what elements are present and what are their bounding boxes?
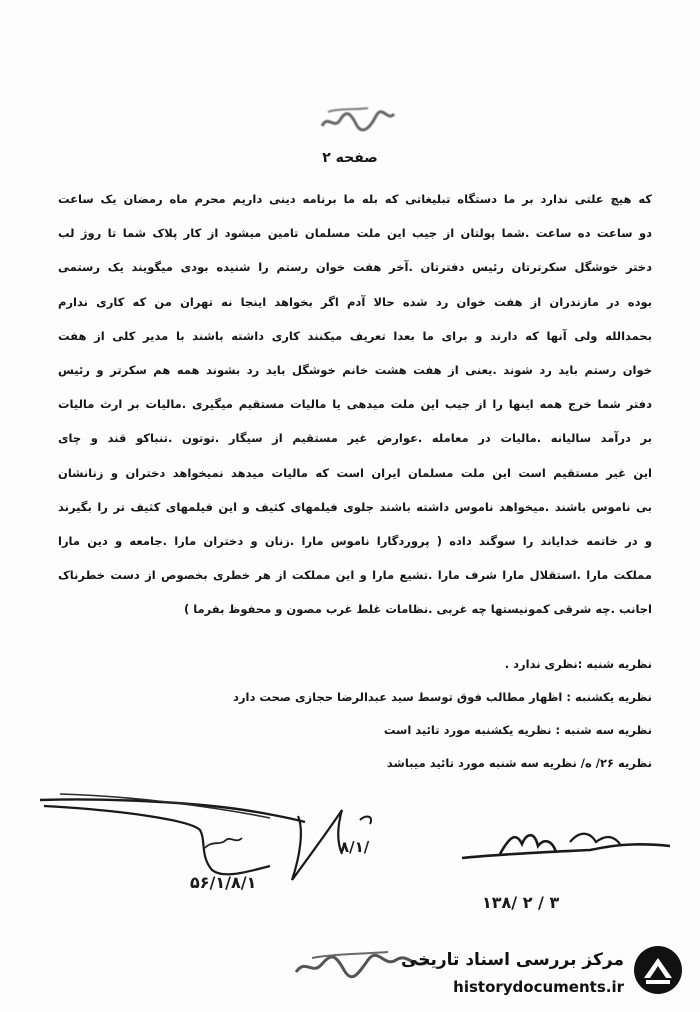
body-line: بی ناموس باشند .میخواهد ناموس داشته باشند جلوی فیلمهای کثیف و این فیلمهای کثیف تر را بگیرند <box>58 499 652 514</box>
opinion-saturday: نظریه شنبه :نظری ندارد . <box>504 657 652 671</box>
body-line: دفتر شما خرج همه اینها را از جیب این ملت میدهی یا مالیات مستقیم میگیری .مالیات بر ارث مالیات <box>58 397 652 412</box>
archive-logo-icon <box>632 944 684 996</box>
body-line: دو ساعت ده ساعت .شما پولتان از جیب این ملت مسلمان تامین میشود از کار پلاک شما تا روژ لب <box>58 226 652 241</box>
body-line: خوان رستم باید رد شوند .یعنی از هفت هشت خانم خوشگل باید رد بشوند همه هم سکرتر و رئیس <box>58 362 652 377</box>
opinion-final: نظریه ۲۶/ ه/ نظریه سه شنبه مورد تائید میباشد <box>386 756 652 770</box>
body-line: دختر خوشگل سکرترتان رئیس دفترتان .آخر هفت خوان رستم را شنیده بودی میگویند یک رستمی <box>58 260 652 275</box>
body-line: مملکت مارا .استقلال مارا شرف مارا .تشیع مارا و این مملکت از هر خطری بخصوص از دست خطرناک <box>58 568 652 583</box>
handwritten-stamp-top <box>318 104 396 134</box>
opinion-tuesday: نظریه سه شنبه : نظریه یکشنبه مورد تائید است <box>383 723 652 737</box>
signature-right <box>462 844 670 858</box>
body-line: و در خاتمه خدایاند را سوگند داده ( پروردگارا ناموس مارا .زنان و دختران مارا .جامعه و دین مارا <box>58 533 652 548</box>
body-line: این غیر مستقیم است این ملت مسلمان ایران است که مالیات میدهد نمیخواهد دختران و زنانشان <box>58 465 652 480</box>
signatures-drawing <box>30 780 680 930</box>
body-line: بر درآمد سالیانه .مالیات در معامله .عوارض غیر مستقیم از سیگار .توتون .تنباکو قند و چای <box>58 431 652 446</box>
document-body <box>58 182 652 626</box>
footer-watermark <box>0 930 700 1012</box>
archive-website: historydocuments.ir <box>453 978 624 996</box>
signature-date-middle: ۸/۱/ <box>340 838 370 856</box>
body-line: که هیچ علتی ندارد بر ما دستگاه تبلیغاتی که بله ما برنامه دینی داریم محرم ماه رمضان یک ساعت <box>58 192 652 206</box>
opinions-section <box>58 648 652 780</box>
body-line: بوده در مازندران از هفت خوان رد شده حالا آدم اگر بخواهد اینجا نه تهران من که کاری ندارم <box>58 294 652 309</box>
signature-date-left: ۵۶/۱/۸/۱ <box>190 873 257 892</box>
body-line: بحمدالله ولی آنها که دارند و برای ما بعدا تعریف میکنند کاری داشته باشند با مدیر کلی از هفت <box>58 328 652 343</box>
page-number: صفحه ۲ <box>322 150 378 166</box>
opinion-sunday: نظریه یکشنبه : اظهار مطالب فوق توسط سید عبدالرضا حجازی صحت دارد <box>233 690 652 704</box>
signatures-area <box>30 780 680 930</box>
archive-org-name: مرکز بررسی اسناد تاریخی <box>401 950 624 970</box>
body-line: اجانب .چه شرقی کمونیستها چه غربی .نظامات غلط غرب مصون و محفوظ بفرما ) <box>183 602 652 617</box>
signature-date-right: ۱۳۸/ ۲ / ۳ <box>482 893 560 912</box>
signature-middle <box>292 810 342 880</box>
